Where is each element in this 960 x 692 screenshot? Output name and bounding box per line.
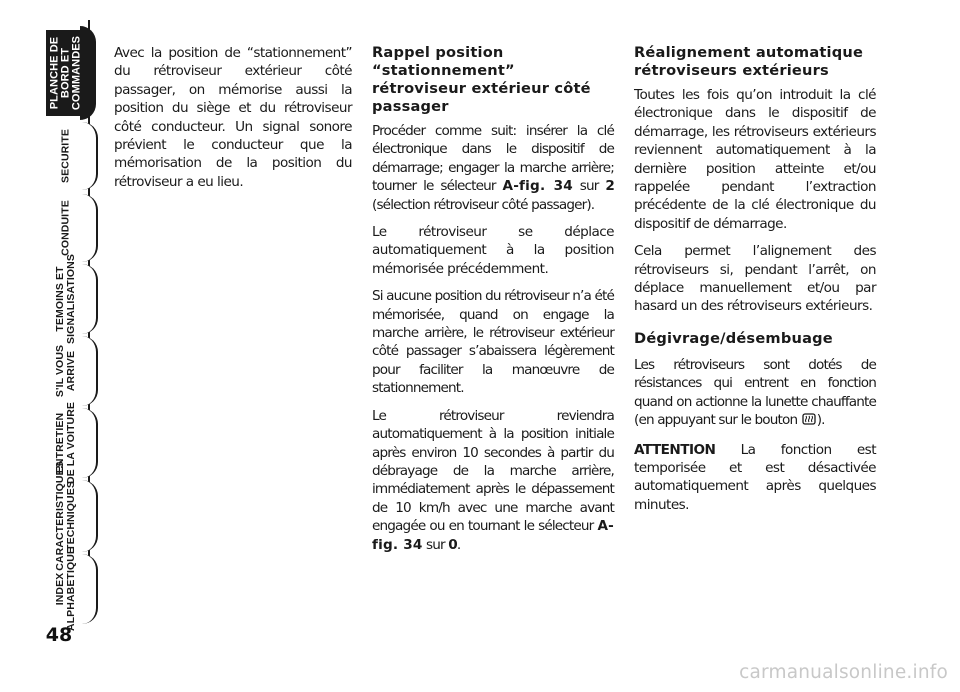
figure-reference: A-fig. 34: [372, 518, 614, 553]
tab-edge: [82, 194, 98, 262]
tab-label: S'IL VOUS ARRIVE: [54, 344, 77, 398]
tab-label: INDEX ALPHABETIQUE: [54, 546, 77, 632]
tab-securite[interactable]: [0, 122, 96, 190]
tab-label: ENTRETIEN DE LA VOITURE: [54, 402, 77, 484]
paragraph: [634, 441, 876, 515]
tab-edge: [82, 264, 98, 334]
text: La fonction est temporisée et est désactivée automatiquement après quelques minutes.: [634, 441, 876, 513]
column-3: [634, 44, 876, 523]
tab-temoins[interactable]: [0, 254, 96, 344]
paragraph: Avec la position de “stationnement” du rétroviseur extérieur côté passager, on mémorise aussi la position du siège et du rétroviseur côté conducteur. Un signal sonore prévient le conducteur que la mémorisation de la position du rétroviseur a eu lieu.: [114, 45, 352, 190]
paragraph: Toutes les fois qu’on introduit la clé électronique dans le dispositif de démarrage, les rétroviseurs extérieurs reviennent automatiquement à la dernière position atteinte et/ou rappelée pendant l’extraction précédente de la clé électronique du dispositif de démarrage.: [634, 87, 876, 232]
attention-label: ATTENTION: [634, 441, 716, 458]
tab-index[interactable]: [0, 546, 96, 632]
tab-label: SECURITE: [59, 129, 72, 183]
paragraph: Le rétroviseur se déplace automatiquement à la position mémorisée précédemment.: [372, 224, 614, 277]
tab-entretien[interactable]: [0, 402, 96, 484]
figure-reference: A-fig. 34: [502, 178, 573, 195]
paragraph: Si aucune position du rétroviseur n’a été mémorisée, quand on engage la marche arrière, le rétroviseur extérieur côté passager s’abaissera légèrement pour faciliter la manœuvre de stationnement.: [372, 288, 614, 397]
text: sur: [572, 178, 606, 195]
column-2: [372, 44, 614, 563]
tab-caracteristiques[interactable]: [0, 461, 96, 571]
text: sur: [422, 536, 449, 553]
paragraph: [372, 122, 614, 214]
tab-conduite[interactable]: [0, 194, 96, 262]
tab-edge: [82, 122, 98, 190]
column-1: [114, 44, 352, 200]
tab-edge: [82, 336, 98, 406]
tab-planche-de-bord[interactable]: [0, 26, 96, 120]
tab-sil-vous-arrive[interactable]: [0, 336, 96, 406]
rear-defrost-icon: [802, 413, 816, 431]
page-number: 48: [45, 624, 73, 646]
section-title: Rappel position “stationnement” rétroviseur extérieur côté passager: [372, 44, 591, 115]
text: .: [456, 536, 461, 553]
paragraph: Cela permet l’alignement des rétroviseurs si, pendant l’arrêt, on déplace manuellement et/ou par hasard un des rétroviseurs extérieurs.: [634, 243, 876, 315]
tab-edge: [82, 480, 98, 552]
watermark: carmanualsonline.info: [739, 662, 948, 683]
selector-value: 0: [448, 536, 457, 553]
tab-label: TEMOINS ET SIGNALISATIONS: [54, 254, 77, 344]
tab-label: CARACTERISTIQUES TECHNIQUES: [54, 461, 77, 571]
section-title: Dégivrage/désembuage: [634, 329, 833, 347]
text: Les rétroviseurs sont dotés de résistances qui entrent en fonction quand on actionne la lunette chauffante (en appuyant sur le bouton: [634, 356, 876, 429]
paragraph: [634, 356, 876, 432]
tab-edge: [82, 554, 98, 624]
selector-value: 2: [605, 178, 614, 195]
tab-label: PLANCHE DE BORD ET COMMANDES: [48, 35, 83, 111]
text: (sélection rétroviseur côté passager).: [372, 196, 595, 213]
text: Procéder comme suit: insérer la clé électronique dans le dispositif de démarrage; engager la marche arrière; tourner le sélecteur: [372, 123, 614, 195]
tab-edge: [82, 408, 98, 478]
paragraph: [372, 407, 614, 554]
tab-label: CONDUITE: [59, 200, 72, 256]
section-title: Réalignement automatique rétroviseurs extérieurs: [634, 44, 864, 79]
text: ).: [816, 412, 825, 429]
chapter-tabs: [0, 0, 96, 692]
text: Le rétroviseur reviendra automatiquement à la position initiale après environ 10 secondes à partir du débrayage de la marche arrière, immédiatement après le dépassement de 10 km/h avec une marche avant engagée ou en tournant le sélecteur: [372, 407, 614, 535]
